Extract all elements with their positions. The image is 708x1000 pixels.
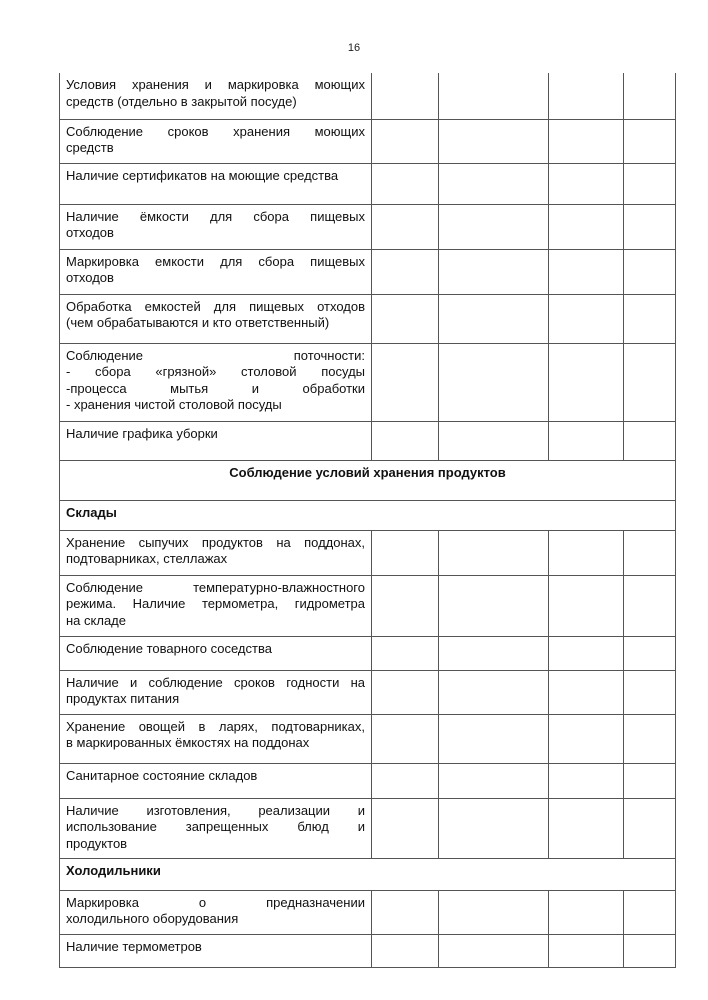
table-row: [60, 530, 676, 575]
criterion-cell: [60, 798, 372, 858]
table-row: [60, 714, 676, 763]
mark-cell-2[interactable]: [439, 934, 549, 967]
criterion-cell: [60, 343, 372, 421]
table-row: [60, 934, 676, 967]
mark-cell-2[interactable]: [439, 714, 549, 763]
mark-cell-4[interactable]: [624, 163, 676, 204]
subsection-row: [60, 858, 676, 890]
criterion-cell: [60, 670, 372, 714]
criterion-cell: [60, 575, 372, 636]
mark-cell-4[interactable]: [624, 798, 676, 858]
mark-cell-2[interactable]: [439, 163, 549, 204]
criterion-text-line: Соблюдение сроков хранения моющих: [66, 123, 365, 139]
criterion-cell: [60, 119, 372, 163]
mark-cell-4[interactable]: [624, 421, 676, 460]
mark-cell-1[interactable]: [372, 670, 439, 714]
criterion-text-line: Соблюдение поточности:: [66, 347, 365, 363]
mark-cell-4[interactable]: [624, 934, 676, 967]
mark-cell-2[interactable]: [439, 421, 549, 460]
mark-cell-1[interactable]: [372, 294, 439, 343]
criterion-text-line: отходов: [66, 225, 114, 240]
mark-cell-2[interactable]: [439, 343, 549, 421]
mark-cell-3[interactable]: [549, 73, 624, 119]
mark-cell-1[interactable]: [372, 163, 439, 204]
mark-cell-4[interactable]: [624, 249, 676, 294]
mark-cell-3[interactable]: [549, 890, 624, 934]
table-row: [60, 798, 676, 858]
criterion-text-line: Наличие ёмкости для сбора пищевых: [66, 208, 365, 224]
criterion-text-line: Маркировка емкости для сбора пищевых: [66, 253, 365, 269]
criterion-cell: [60, 636, 372, 670]
table-row: [60, 204, 676, 249]
criterion-cell: [60, 73, 372, 119]
mark-cell-3[interactable]: [549, 798, 624, 858]
mark-cell-4[interactable]: [624, 763, 676, 798]
mark-cell-4[interactable]: [624, 204, 676, 249]
mark-cell-3[interactable]: [549, 575, 624, 636]
mark-cell-4[interactable]: [624, 636, 676, 670]
mark-cell-1[interactable]: [372, 119, 439, 163]
table-row: [60, 636, 676, 670]
mark-cell-3[interactable]: [549, 421, 624, 460]
table-row: [60, 249, 676, 294]
criterion-text-line: Наличие сертификатов на моющие средства: [66, 167, 339, 183]
mark-cell-1[interactable]: [372, 204, 439, 249]
criterion-cell: [60, 421, 372, 460]
criterion-text-line: Санитарное состояние складов: [66, 767, 258, 783]
mark-cell-4[interactable]: [624, 670, 676, 714]
mark-cell-2[interactable]: [439, 670, 549, 714]
mark-cell-3[interactable]: [549, 636, 624, 670]
mark-cell-1[interactable]: [372, 763, 439, 798]
criterion-cell: [60, 890, 372, 934]
criterion-text-line: продуктов: [66, 835, 128, 851]
criterion-text-line: подтоварниках, стеллажах: [66, 551, 228, 566]
mark-cell-1[interactable]: [372, 934, 439, 967]
criterion-text-line: Наличие изготовления, реализации и: [66, 802, 365, 818]
mark-cell-4[interactable]: [624, 575, 676, 636]
criterion-cell: [60, 294, 372, 343]
criterion-cell: [60, 714, 372, 763]
mark-cell-1[interactable]: [372, 714, 439, 763]
mark-cell-2[interactable]: [439, 73, 549, 119]
criterion-text-line: на складе: [66, 612, 126, 628]
mark-cell-4[interactable]: [624, 530, 676, 575]
mark-cell-2[interactable]: [439, 636, 549, 670]
criterion-text-line: средств: [66, 140, 114, 155]
criterion-text-line: Соблюдение товарного соседства: [66, 640, 272, 656]
table-row: [60, 421, 676, 460]
mark-cell-3[interactable]: [549, 714, 624, 763]
criterion-text-line: продуктах питания: [66, 691, 180, 706]
criterion-text-line: Условия хранения и маркировка моющих: [66, 77, 365, 92]
criterion-text-line: (чем обрабатываются и кто ответственный): [66, 315, 330, 330]
mark-cell-3[interactable]: [549, 530, 624, 575]
criterion-text-line: Наличие и соблюдение сроков годности на: [66, 674, 365, 690]
mark-cell-1[interactable]: [372, 421, 439, 460]
mark-cell-2[interactable]: [439, 763, 549, 798]
mark-cell-2[interactable]: [439, 530, 549, 575]
page-number: 16: [347, 42, 361, 54]
table-row: [60, 890, 676, 934]
mark-cell-1[interactable]: [372, 530, 439, 575]
mark-cell-1[interactable]: [372, 798, 439, 858]
mark-cell-4[interactable]: [624, 714, 676, 763]
mark-cell-3[interactable]: [549, 294, 624, 343]
mark-cell-4[interactable]: [624, 73, 676, 119]
criterion-text-line: использование запрещенных блюд и: [66, 819, 365, 834]
table-row: [60, 343, 676, 421]
mark-cell-3[interactable]: [549, 670, 624, 714]
criterion-text-line: - сбора «грязной» столовой посуды: [66, 364, 365, 379]
table-row: [60, 119, 676, 163]
mark-cell-2[interactable]: [439, 575, 549, 636]
mark-cell-2[interactable]: [439, 249, 549, 294]
mark-cell-1[interactable]: [372, 636, 439, 670]
mark-cell-3[interactable]: [549, 934, 624, 967]
table-row: [60, 294, 676, 343]
mark-cell-3[interactable]: [549, 343, 624, 421]
table-row: [60, 763, 676, 798]
section-heading: Соблюдение условий хранения продуктов: [60, 460, 676, 500]
criterion-cell: [60, 249, 372, 294]
mark-cell-3[interactable]: [549, 249, 624, 294]
criterion-cell: [60, 763, 372, 798]
mark-cell-3[interactable]: [549, 163, 624, 204]
mark-cell-2[interactable]: [439, 119, 549, 163]
criterion-text-line: - хранения чистой столовой посуды: [66, 397, 282, 412]
mark-cell-2[interactable]: [439, 890, 549, 934]
mark-cell-1[interactable]: [372, 249, 439, 294]
criterion-text-line: Соблюдение температурно-влажностного: [66, 579, 365, 595]
inspection-checklist-table: [59, 73, 676, 968]
subsection-heading: Холодильники: [60, 858, 676, 890]
table-row: [60, 163, 676, 204]
section-row: [60, 460, 676, 500]
mark-cell-2[interactable]: [439, 798, 549, 858]
criterion-text-line: Маркировка о предназначении: [66, 894, 365, 910]
criterion-text-line: -процесса мытья и обработки: [66, 380, 365, 396]
criterion-text-line: средств (отдельно в закрытой посуде): [66, 93, 297, 109]
mark-cell-4[interactable]: [624, 294, 676, 343]
criterion-text-line: отходов: [66, 270, 114, 285]
table-row: [60, 670, 676, 714]
criterion-cell: [60, 204, 372, 249]
mark-cell-1[interactable]: [372, 890, 439, 934]
mark-cell-4[interactable]: [624, 890, 676, 934]
subsection-heading: Склады: [60, 500, 676, 530]
mark-cell-3[interactable]: [549, 763, 624, 798]
mark-cell-1[interactable]: [372, 575, 439, 636]
criterion-cell: [60, 934, 372, 967]
criterion-text-line: в маркированных ёмкостях на поддонах: [66, 735, 310, 750]
criterion-text-line: режима. Наличие термометра, гидрометра: [66, 596, 365, 611]
mark-cell-1[interactable]: [372, 343, 439, 421]
criterion-text-line: Обработка емкостей для пищевых отходов: [66, 298, 365, 314]
mark-cell-3[interactable]: [549, 119, 624, 163]
table-row: [60, 575, 676, 636]
criterion-text-line: Хранение сыпучих продуктов на поддонах,: [66, 534, 365, 550]
subsection-row: [60, 500, 676, 530]
mark-cell-2[interactable]: [439, 204, 549, 249]
table-row: [60, 73, 676, 119]
criterion-text-line: Наличие графика уборки: [66, 425, 218, 441]
mark-cell-3[interactable]: [549, 204, 624, 249]
mark-cell-4[interactable]: [624, 343, 676, 421]
criterion-text-line: Наличие термометров: [66, 938, 202, 954]
criterion-text-line: Хранение овощей в ларях, подтоварниках,: [66, 718, 365, 734]
criterion-text-line: холодильного оборудования: [66, 911, 239, 926]
criterion-cell: [60, 163, 372, 204]
criterion-cell: [60, 530, 372, 575]
mark-cell-4[interactable]: [624, 119, 676, 163]
mark-cell-1[interactable]: [372, 73, 439, 119]
mark-cell-2[interactable]: [439, 294, 549, 343]
